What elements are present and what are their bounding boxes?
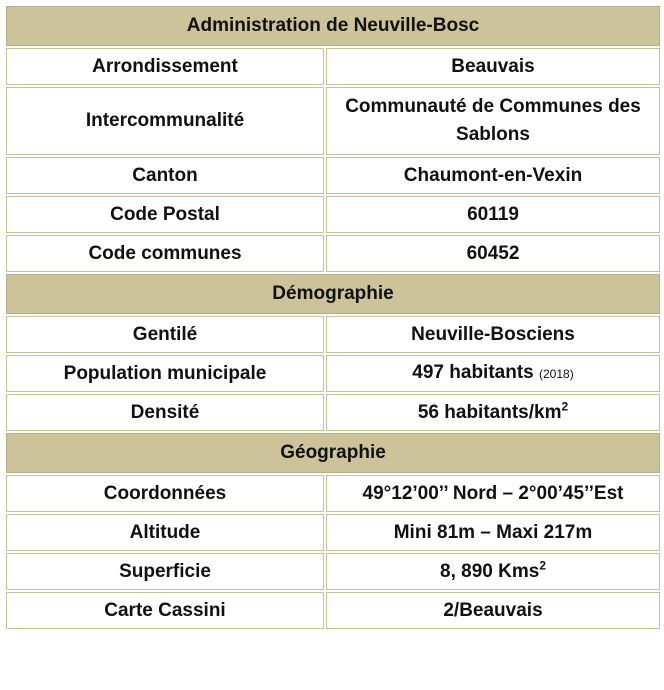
row-value <box>326 394 660 431</box>
table-row <box>6 553 660 590</box>
info-table <box>4 4 662 631</box>
row-value <box>326 553 660 590</box>
row-value: Neuville-Bosciens <box>326 316 660 353</box>
row-label: Superficie <box>6 553 324 590</box>
row-label: Code communes <box>6 235 324 272</box>
row-label: Code Postal <box>6 196 324 233</box>
row-value: Mini 81m – Maxi 217m <box>326 514 660 551</box>
table-row <box>6 592 660 629</box>
table-row <box>6 316 660 353</box>
row-value: Chaumont-en-Vexin <box>326 157 660 194</box>
table-row <box>6 514 660 551</box>
row-label: Densité <box>6 394 324 431</box>
area-value: 8, 890 Kms <box>440 560 540 582</box>
table-row <box>6 235 660 272</box>
row-label: Intercommunalité <box>6 87 324 155</box>
density-exponent: 2 <box>561 399 569 414</box>
row-value: 60119 <box>326 196 660 233</box>
area-exponent: 2 <box>539 558 546 573</box>
table-row <box>6 355 660 392</box>
population-year-note: (2018) <box>539 367 574 381</box>
section-header-geographie: Géographie <box>6 433 660 473</box>
table-row <box>6 394 660 431</box>
table-title: Administration de Neuville-Bosc <box>6 6 660 46</box>
table-row <box>6 475 660 512</box>
table-row <box>6 87 660 155</box>
density-value: 56 habitants/km <box>417 401 562 423</box>
row-value: 49°12’00’’ Nord – 2°00’45’’Est <box>326 475 660 512</box>
row-label: Canton <box>6 157 324 194</box>
row-value: Beauvais <box>326 48 660 85</box>
row-value: 2/Beauvais <box>326 592 660 629</box>
row-label: Coordonnées <box>6 475 324 512</box>
table-row <box>6 157 660 194</box>
population-value: 497 habitants <box>412 362 534 383</box>
row-label: Altitude <box>6 514 324 551</box>
row-label: Arrondissement <box>6 48 324 85</box>
row-label: Gentilé <box>6 316 324 353</box>
section-header-demographie: Démographie <box>6 274 660 314</box>
row-value <box>326 355 660 392</box>
table-row <box>6 196 660 233</box>
row-value: Communauté de Communes des Sablons <box>326 87 660 155</box>
row-value: 60452 <box>326 235 660 272</box>
row-label: Population municipale <box>6 355 324 392</box>
row-label: Carte Cassini <box>6 592 324 629</box>
table-row <box>6 48 660 85</box>
